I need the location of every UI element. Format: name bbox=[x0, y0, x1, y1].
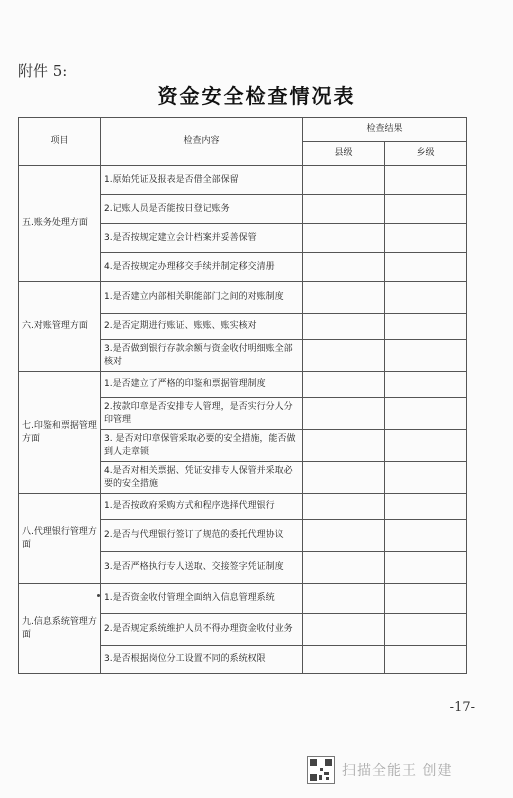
county-cell[interactable] bbox=[303, 282, 385, 314]
township-cell[interactable] bbox=[385, 552, 467, 584]
header-content: 检查内容 bbox=[101, 118, 303, 166]
county-cell[interactable] bbox=[303, 372, 385, 398]
document-title: 资金安全检查情况表 bbox=[157, 84, 356, 108]
watermark-text: 扫描全能王 创建 bbox=[342, 763, 453, 779]
county-cell[interactable] bbox=[303, 520, 385, 552]
township-cell[interactable] bbox=[385, 372, 467, 398]
check-item: 4.是否对相关票据、凭证安排专人保管并采取必要的安全措施 bbox=[101, 462, 303, 494]
township-cell[interactable] bbox=[385, 253, 467, 282]
county-cell[interactable] bbox=[303, 166, 385, 195]
check-item: 1.是否建立内部相关职能部门之间的对账制度 bbox=[101, 282, 303, 314]
section-name: 八.代理银行管理方面 bbox=[19, 494, 101, 584]
county-cell[interactable] bbox=[303, 552, 385, 584]
check-item: 1.是否按政府采购方式和程序选择代理银行 bbox=[101, 494, 303, 520]
township-cell[interactable] bbox=[385, 282, 467, 314]
check-item: 1.是否建立了严格的印鉴和票据管理制度 bbox=[101, 372, 303, 398]
county-cell[interactable] bbox=[303, 646, 385, 674]
check-item: 2.是否定期进行账证、账账、账实核对 bbox=[101, 314, 303, 340]
qr-code-icon bbox=[307, 756, 335, 784]
county-cell[interactable] bbox=[303, 430, 385, 462]
county-cell[interactable] bbox=[303, 584, 385, 614]
check-item: 2.按款印章是否安排专人管理，是否实行分人分印管理 bbox=[101, 398, 303, 430]
check-item: 3.是否严格执行专人送取、交接签字凭证制度 bbox=[101, 552, 303, 584]
township-cell[interactable] bbox=[385, 614, 467, 646]
annex-label: 附件 5: bbox=[18, 62, 68, 80]
check-item: 2.是否规定系统维护人员不得办理资金收付业务 bbox=[101, 614, 303, 646]
township-cell[interactable] bbox=[385, 520, 467, 552]
inspection-table bbox=[18, 117, 467, 674]
county-cell[interactable] bbox=[303, 614, 385, 646]
section-name: 九.信息系统管理方面 bbox=[19, 584, 101, 674]
county-cell[interactable] bbox=[303, 462, 385, 494]
check-item: 1.原始凭证及报表是否借全部保留 bbox=[101, 166, 303, 195]
township-cell[interactable] bbox=[385, 195, 467, 224]
township-cell[interactable] bbox=[385, 494, 467, 520]
check-item: 3.是否根据岗位分工设置不同的系统权限 bbox=[101, 646, 303, 674]
check-item: 3.是否做到银行存款余额与资金收付明细账全部核对 bbox=[101, 340, 303, 372]
county-cell[interactable] bbox=[303, 340, 385, 372]
check-item: 2.是否与代理银行签订了规范的委托代理协议 bbox=[101, 520, 303, 552]
county-cell[interactable] bbox=[303, 253, 385, 282]
township-cell[interactable] bbox=[385, 584, 467, 614]
county-cell[interactable] bbox=[303, 398, 385, 430]
check-item: 3.是否按规定建立会计档案并妥善保管 bbox=[101, 224, 303, 253]
check-item: 3. 是否对印章保管采取必要的安全措施，能否做到人走章锁 bbox=[101, 430, 303, 462]
township-cell[interactable] bbox=[385, 398, 467, 430]
township-cell[interactable] bbox=[385, 646, 467, 674]
header-result: 检查结果 bbox=[303, 118, 467, 142]
ink-dot bbox=[97, 594, 100, 597]
section-name: 七.印鉴和票据管理方面 bbox=[19, 372, 101, 494]
check-item: 2.记账人员是否能按日登记账务 bbox=[101, 195, 303, 224]
county-cell[interactable] bbox=[303, 195, 385, 224]
township-cell[interactable] bbox=[385, 314, 467, 340]
township-cell[interactable] bbox=[385, 340, 467, 372]
page-number: -17- bbox=[449, 700, 475, 715]
township-cell[interactable] bbox=[385, 224, 467, 253]
header-item: 项目 bbox=[19, 118, 101, 166]
check-item: 1.是否资金收付管理全面纳入信息管理系统 bbox=[101, 584, 303, 614]
header-township: 乡级 bbox=[385, 142, 467, 166]
header-county: 县级 bbox=[303, 142, 385, 166]
township-cell[interactable] bbox=[385, 462, 467, 494]
section-name: 五.账务处理方面 bbox=[19, 166, 101, 282]
county-cell[interactable] bbox=[303, 494, 385, 520]
check-item: 4.是否按规定办理移交手续并制定移交清册 bbox=[101, 253, 303, 282]
township-cell[interactable] bbox=[385, 166, 467, 195]
county-cell[interactable] bbox=[303, 314, 385, 340]
section-name: 六.对账管理方面 bbox=[19, 282, 101, 372]
township-cell[interactable] bbox=[385, 430, 467, 462]
county-cell[interactable] bbox=[303, 224, 385, 253]
scanner-watermark bbox=[307, 755, 452, 785]
